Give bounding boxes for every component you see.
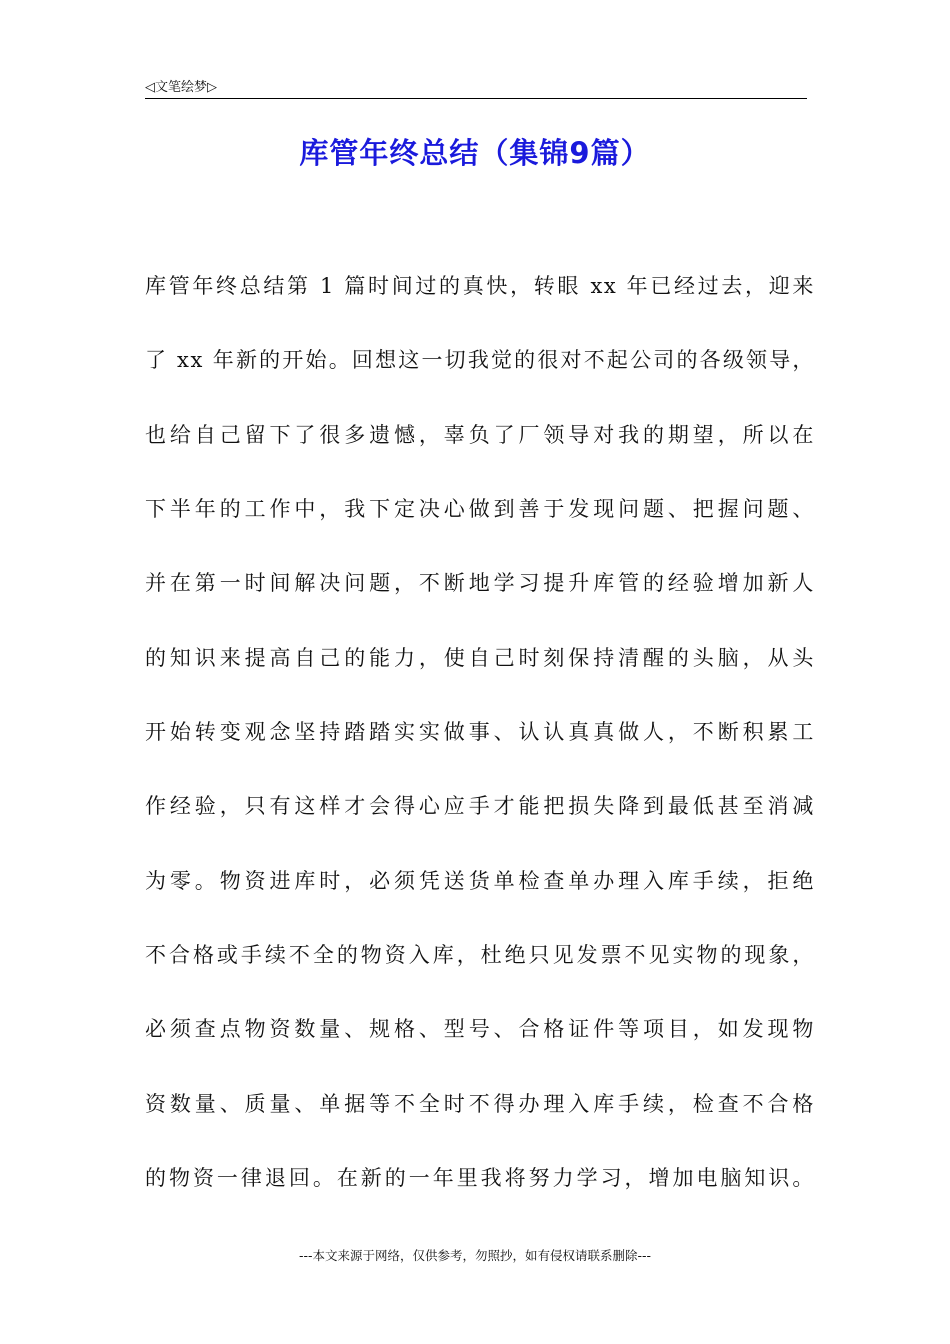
body-line: 为零。物资进库时，必须凭送货单检查单办理入库手续，拒绝: [145, 869, 815, 893]
body-line: 资数量、质量、单据等不全时不得办理入库手续，检查不合格: [145, 1092, 815, 1116]
body-line: 作经验，只有这样才会得心应手才能把损失降到最低甚至消减: [145, 794, 815, 818]
body-line: 不合格或手续不全的物资入库，杜绝只见发票不见实物的现象，: [145, 943, 815, 967]
body-line: 的知识来提高自己的能力，使自己时刻保持清醒的头脑，从头: [145, 646, 815, 670]
document-title: 库管年终总结（集锦9篇）: [299, 136, 651, 170]
body-line: 必须查点物资数量、规格、型号、合格证件等项目，如发现物: [145, 1017, 815, 1041]
body-line: 的物资一律退回。在新的一年里我将努力学习，增加电脑知识。: [145, 1166, 815, 1190]
page-footer-disclaimer: ---本文来源于网络，仅供参考，勿照抄，如有侵权请联系删除---: [298, 1248, 652, 1263]
header-brand-text: ◁文笔绘梦▷: [145, 80, 217, 95]
body-line: 下半年的工作中，我下定决心做到善于发现问题、把握问题、: [145, 497, 815, 521]
body-line: 并在第一时间解决问题，不断地学习提升库管的经验增加新人: [145, 571, 815, 595]
page-header: [145, 74, 807, 99]
body-line: 了 xx 年新的开始。回想这一切我觉的很对不起公司的各级领导，: [145, 348, 815, 372]
body-line: 开始转变观念坚持踏踏实实做事、认认真真做人，不断积累工: [145, 720, 815, 744]
body-line: 库管年终总结第 1 篇时间过的真快，转眼 xx 年已经过去，迎来: [145, 274, 815, 298]
body-line: 也给自己留下了很多遗憾，辜负了厂领导对我的期望，所以在: [145, 423, 815, 447]
